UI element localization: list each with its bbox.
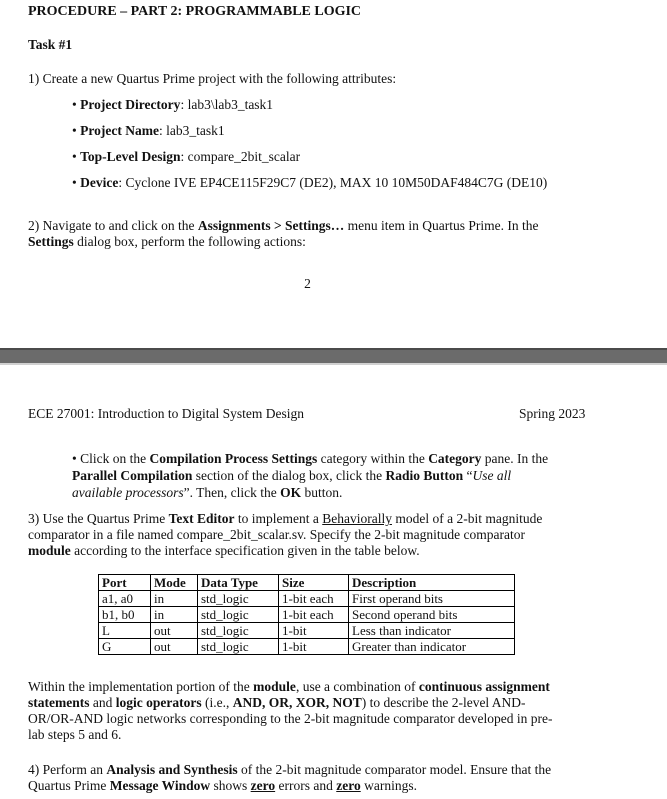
step4-line1: 4) Perform an Analysis and Synthesis of the 2-bit magnitude comparator model. Ensure that the	[28, 762, 552, 777]
task-title: Task #1	[28, 37, 73, 52]
column-header: Mode	[151, 575, 198, 591]
table-cell: Greater than indicator	[349, 639, 515, 655]
table-cell: 1-bit each	[279, 591, 349, 607]
table-cell: 1-bit each	[279, 607, 349, 623]
column-header: Size	[279, 575, 349, 591]
settings-bullet-line2: Parallel Compilation section of the dialog box, click the Radio Button “Use all	[72, 468, 512, 483]
running-header-term: Spring 2023	[519, 406, 586, 421]
table-row	[99, 623, 515, 639]
step2-line2: Settings dialog box, perform the following actions:	[28, 234, 306, 249]
attribute-device: • Device: Cyclone IVE EP4CE115F29C7 (DE2), MAX 10 10M50DAF484C7G (DE10)	[72, 175, 548, 190]
table-header-row	[99, 575, 515, 591]
document-page-1	[0, 0, 667, 348]
page-number: 2	[304, 276, 311, 291]
table-cell: First operand bits	[349, 591, 515, 607]
table-cell: std_logic	[198, 623, 279, 639]
table-cell: Second operand bits	[349, 607, 515, 623]
column-header: Port	[99, 575, 151, 591]
running-header-course: ECE 27001: Introduction to Digital System Design	[28, 406, 304, 421]
step2-line1: 2) Navigate to and click on the Assignments > Settings… menu item in Quartus Prime. In the	[28, 218, 539, 233]
table-row	[99, 591, 515, 607]
implementation-line4: lab steps 5 and 6.	[28, 727, 122, 742]
attribute-top-level-design: • Top-Level Design: compare_2bit_scalar	[72, 149, 301, 164]
table-cell: in	[151, 591, 198, 607]
page-divider	[0, 348, 667, 363]
table-cell: std_logic	[198, 591, 279, 607]
table-cell: out	[151, 623, 198, 639]
table-cell: b1, b0	[99, 607, 151, 623]
table-cell: a1, a0	[99, 591, 151, 607]
implementation-line3: OR/OR-AND logic networks corresponding to the 2-bit magnitude comparator developed in pre-	[28, 711, 553, 726]
settings-bullet-line3: available processors”. Then, click the OK button.	[72, 485, 343, 500]
interface-spec-table	[98, 574, 515, 655]
section-heading: PROCEDURE – PART 2: PROGRAMMABLE LOGIC	[28, 4, 362, 19]
column-header: Data Type	[198, 575, 279, 591]
table-cell: L	[99, 623, 151, 639]
page-gap	[0, 363, 667, 365]
table-row	[99, 607, 515, 623]
attribute-project-directory: • Project Directory: lab3\lab3_task1	[72, 97, 274, 112]
table-cell: std_logic	[198, 607, 279, 623]
table-cell: Less than indicator	[349, 623, 515, 639]
table-cell: 1-bit	[279, 623, 349, 639]
table-cell: in	[151, 607, 198, 623]
attribute-project-name: • Project Name: lab3_task1	[72, 123, 225, 138]
table-cell: out	[151, 639, 198, 655]
table-cell: 1-bit	[279, 639, 349, 655]
table-cell: std_logic	[198, 639, 279, 655]
step1-intro: 1) Create a new Quartus Prime project with the following attributes:	[28, 71, 397, 86]
step3-line1: 3) Use the Quartus Prime Text Editor to implement a Behaviorally model of a 2-bit magnitude	[28, 511, 543, 526]
column-header: Description	[349, 575, 515, 591]
settings-bullet-line1: • Click on the Compilation Process Settings category within the Category pane. In the	[72, 451, 549, 466]
step3-line2: comparator in a file named compare_2bit_scalar.sv. Specify the 2-bit magnitude comparator	[28, 527, 525, 542]
implementation-line2: statements and logic operators (i.e., AND, OR, XOR, NOT) to describe the 2-level AND-	[28, 695, 526, 710]
step4-line2: Quartus Prime Message Window shows zero errors and zero warnings.	[28, 778, 417, 793]
table-cell: G	[99, 639, 151, 655]
implementation-line1: Within the implementation portion of the module, use a combination of continuous assignment	[28, 679, 550, 694]
step3-line3: module according to the interface specification given in the table below.	[28, 543, 420, 558]
table-row	[99, 639, 515, 655]
